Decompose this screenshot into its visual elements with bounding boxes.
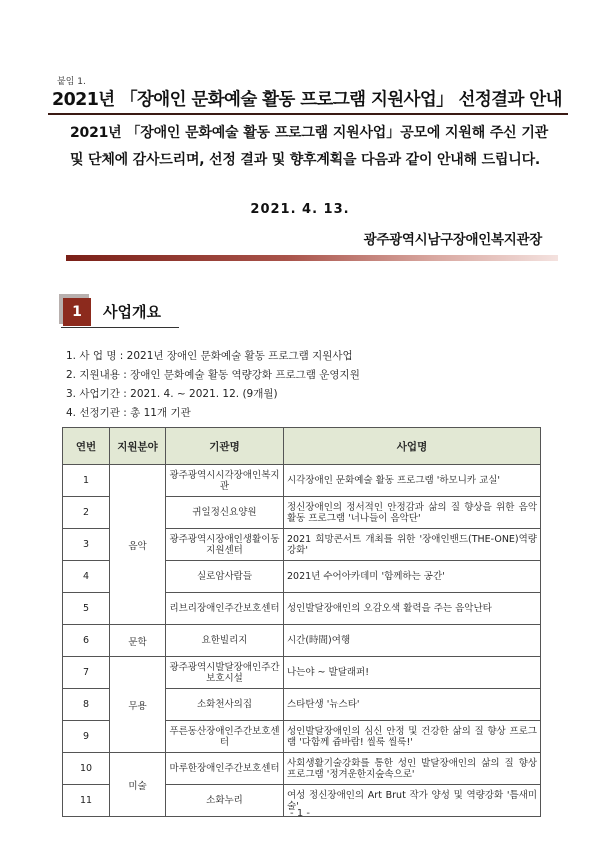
program-name: 사회생활기술강화를 통한 성인 발달장애인의 삶의 질 향상 프로그램 '정겨운한지숲속으로' xyxy=(284,753,541,785)
category-cell: 문학 xyxy=(110,625,166,657)
overview-list xyxy=(66,347,360,423)
header-no: 연번 xyxy=(63,428,110,465)
org-name: 소화천사의집 xyxy=(166,689,284,721)
org-name: 푸른동산장애인주간보호센터 xyxy=(166,721,284,753)
row-no: 10 xyxy=(63,753,110,785)
program-name: 시간(時間)여행 xyxy=(284,625,541,657)
program-name: 나는야 ~ 발달래퍼! xyxy=(284,657,541,689)
overview-item: 1. 사 업 명 : 2021년 장애인 문화예술 활동 프로그램 지원사업 xyxy=(66,350,353,362)
category-cell: 음악 xyxy=(110,465,166,625)
attachment-label: 붙임 1. xyxy=(57,77,86,87)
program-name: 2021년 수어아카데미 '함께하는 공간' xyxy=(284,561,541,593)
table-row xyxy=(63,753,541,785)
section-title: 사업개요 xyxy=(103,303,161,321)
program-name: 2021 희망콘서트 개최를 위한 '장애인밴드(THE-ONE)역량강화' xyxy=(284,529,541,561)
category-cell: 무용 xyxy=(110,657,166,753)
gradient-divider xyxy=(66,255,558,261)
section-number: 1 xyxy=(63,298,91,326)
org-name: 광주광역시시각장애인복지관 xyxy=(166,465,284,497)
header-category: 지원분야 xyxy=(110,428,166,465)
org-name: 실로암사람들 xyxy=(166,561,284,593)
row-no: 8 xyxy=(63,689,110,721)
intro-paragraph: 2021년 「장애인 문화예술 활동 프로그램 지원사업」공모에 지원해 주신 기관 및 단체에 감사드리며, 선정 결과 및 향후계획을 다음과 같이 안내해 드립니다. xyxy=(70,125,548,168)
row-no: 3 xyxy=(63,529,110,561)
page-number: - 1 - xyxy=(290,808,310,819)
header-organization: 기관명 xyxy=(166,428,284,465)
section-heading xyxy=(61,296,181,328)
issuing-organization: 광주광역시남구장애인복지관장 xyxy=(363,232,542,248)
row-no: 2 xyxy=(63,497,110,529)
org-name: 귀일정신요양원 xyxy=(166,497,284,529)
org-name: 소화누리 xyxy=(166,785,284,817)
row-no: 1 xyxy=(63,465,110,497)
table-row xyxy=(63,465,541,497)
org-name: 리브리장애인주간보호센터 xyxy=(166,593,284,625)
category-cell: 미술 xyxy=(110,753,166,817)
program-name: 여성 정신장애인의 Art Brut 작가 양성 및 역량강화 '틈새미술' xyxy=(284,785,541,817)
program-name: 성인발달장애인의 심신 안정 및 건강한 삶의 질 향상 프로그램 '다함께 쥼바람! 씰룩 씰룩!' xyxy=(284,721,541,753)
program-name: 시각장애인 문화예술 활동 프로그램 '하모니카 교실' xyxy=(284,465,541,497)
row-no: 7 xyxy=(63,657,110,689)
table-row xyxy=(63,625,541,657)
selection-table xyxy=(62,427,541,817)
row-no: 4 xyxy=(63,561,110,593)
org-name: 광주광역시장애인생활이동지원센터 xyxy=(166,529,284,561)
row-no: 11 xyxy=(63,785,110,817)
row-no: 6 xyxy=(63,625,110,657)
document-title: 2021년 「장애인 문화예술 활동 프로그램 지원사업」 선정결과 안내 xyxy=(52,90,562,110)
title-divider xyxy=(48,113,568,115)
org-name: 요한빌리지 xyxy=(166,625,284,657)
overview-item: 4. 선정기관 : 총 11개 기관 xyxy=(66,407,191,419)
overview-item: 3. 사업기간 : 2021. 4. ~ 2021. 12. (9개월) xyxy=(66,388,278,400)
header-program: 사업명 xyxy=(284,428,541,465)
section-underline xyxy=(61,327,179,328)
document-date: 2021. 4. 13. xyxy=(250,202,350,217)
table-header-row xyxy=(63,428,541,465)
program-name: 성인발달장애인의 오감오색 활력을 주는 음악난타 xyxy=(284,593,541,625)
program-name: 스타탄생 '뉴스타' xyxy=(284,689,541,721)
table-row xyxy=(63,657,541,689)
overview-item: 2. 지원내용 : 장애인 문화예술 활동 역량강화 프로그램 운영지원 xyxy=(66,369,360,381)
row-no: 9 xyxy=(63,721,110,753)
org-name: 광주광역시발달장애인주간보호시설 xyxy=(166,657,284,689)
org-name: 마루한장애인주간보호센터 xyxy=(166,753,284,785)
program-name: 정신장애인의 정서적인 안정감과 삶의 질 향상을 위한 음악활동 프로그램 '너나들이 음악단' xyxy=(284,497,541,529)
row-no: 5 xyxy=(63,593,110,625)
